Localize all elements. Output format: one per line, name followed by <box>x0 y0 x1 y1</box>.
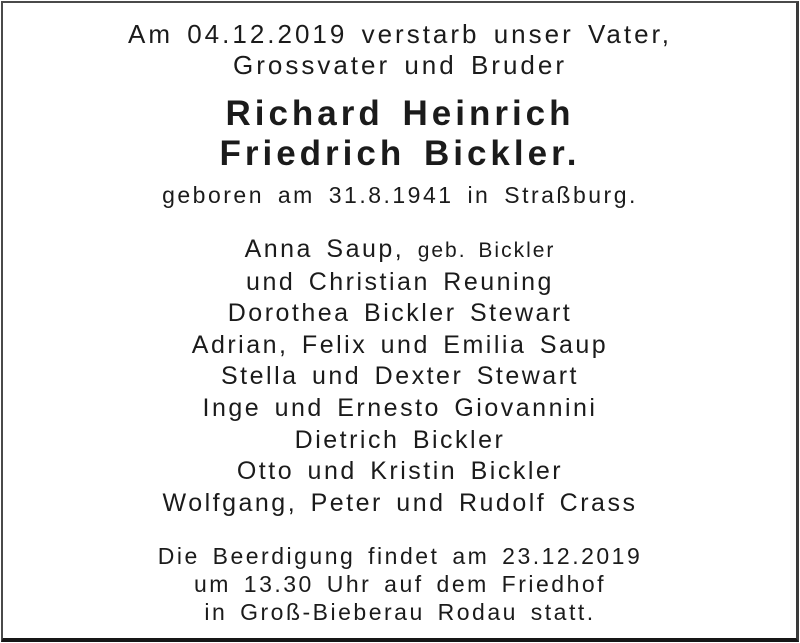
funeral-line-1: Die Beerdigung findet am 23.12.2019 <box>157 543 643 570</box>
mourner-name-suffix: geb. Bickler <box>417 239 556 262</box>
mourner-line <box>0 267 800 299</box>
deceased-name-line-1: Richard Heinrich <box>225 94 575 133</box>
funeral-line-2: um 13.30 Uhr auf dem Friedhof <box>193 571 607 598</box>
mourner-line <box>0 298 800 330</box>
mourner-name: Wolfgang, Peter und Rudolf Crass <box>162 488 638 517</box>
mourner-line <box>0 425 800 457</box>
intro-line-1: Am 04.12.2019 verstarb unser Vater, <box>128 19 672 49</box>
mourner-line <box>0 361 800 393</box>
intro-block <box>0 19 800 81</box>
mourner-line <box>0 330 800 362</box>
mourner-name: Dorothea Bickler Stewart <box>227 299 573 328</box>
mourners-list <box>0 234 800 519</box>
deceased-name <box>0 94 800 174</box>
mourner-name: Anna Saup, <box>244 235 405 263</box>
mourner-line <box>0 393 800 425</box>
mourner-name: Stella und Dexter Stewart <box>221 362 579 391</box>
mourner-line <box>0 488 800 520</box>
deceased-name-line-2: Friedrich Bickler. <box>219 134 581 173</box>
mourner-name: und Christian Reuning <box>246 267 554 296</box>
mourner-name: Otto und Kristin Bickler <box>236 457 564 486</box>
mourner-name: Dietrich Bickler <box>294 425 506 454</box>
intro-line-2: Grossvater und Bruder <box>232 50 567 80</box>
mourner-name: Adrian, Felix und Emilia Saup <box>191 330 609 359</box>
funeral-line-3: in Groß-Bieberau Rodau statt. <box>204 599 596 626</box>
birth-line: geboren am 31.8.1941 in Straßburg. <box>162 182 638 208</box>
funeral-block <box>0 542 800 626</box>
mourner-name: Inge und Ernesto Giovannini <box>202 393 598 422</box>
mourner-line <box>0 456 800 488</box>
mourner-line <box>0 234 800 267</box>
